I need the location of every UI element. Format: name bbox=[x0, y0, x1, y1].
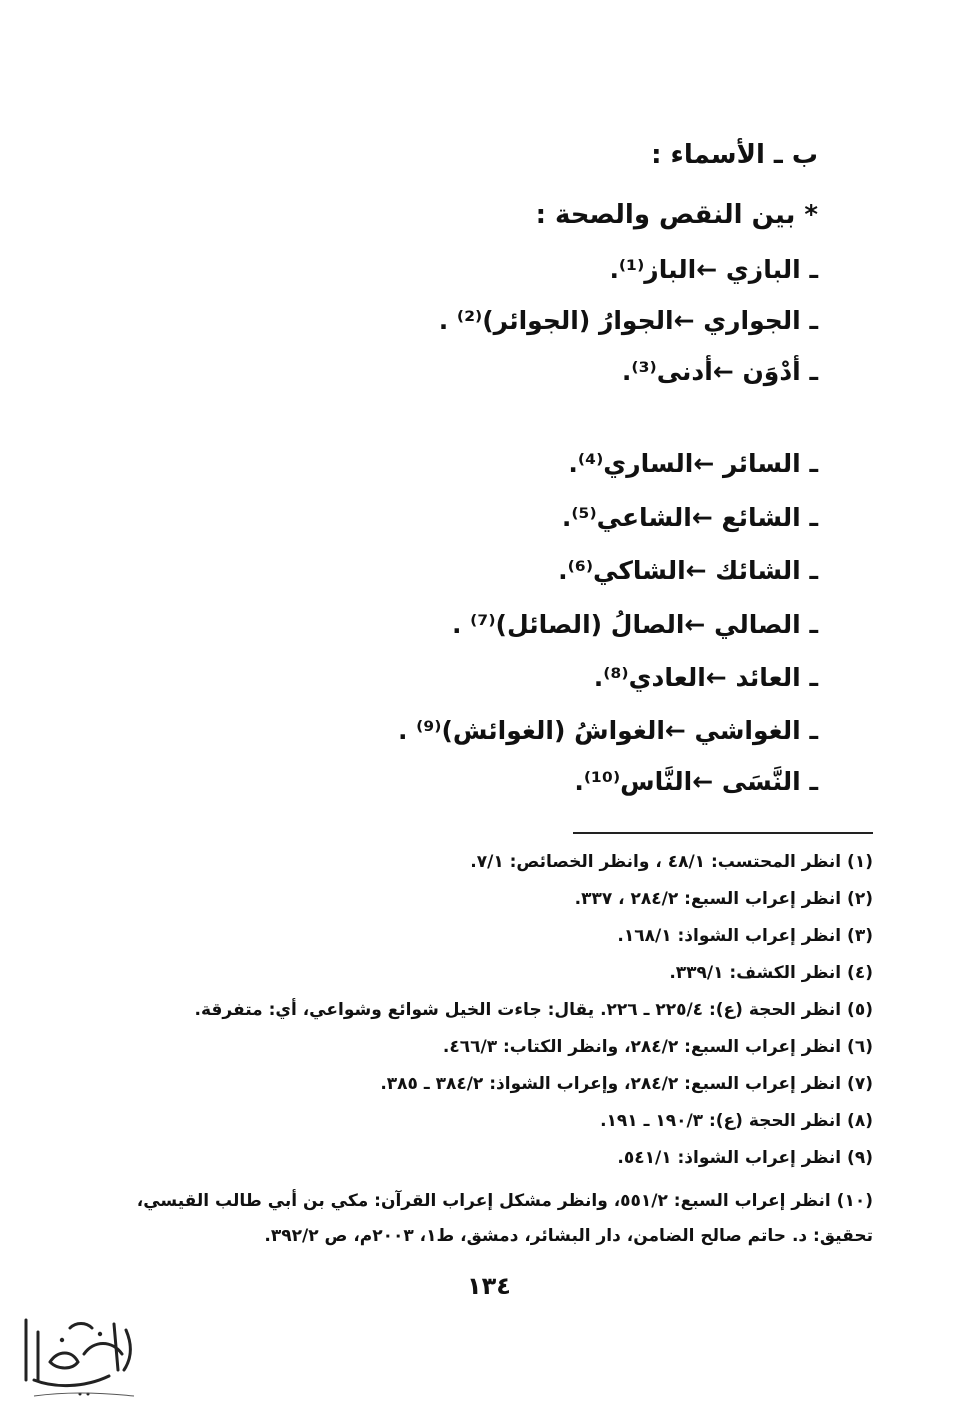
footnote-divider bbox=[573, 832, 873, 834]
footnote: (٦) انظر إعراب السبع: ٢٨٤/٢، وانظر الكتاب: ٤٦٦/٣. bbox=[442, 1037, 873, 1057]
footnote: (١) انظر المحتسب: ٤٨/١ ، وانظر الخصائص: ٧/١. bbox=[470, 852, 873, 872]
footnote: (٧) انظر إعراب السبع: ٢٨٤/٢، وإعراب الشواذ: ٣٨٤/٢ ـ ٣٨٥. bbox=[380, 1074, 873, 1094]
footnote: (٩) انظر إعراب الشواذ: ٥٤١/١. bbox=[617, 1148, 873, 1168]
list-item: ـ النَّسَى ←النَّاس⁽¹⁰⁾. bbox=[574, 767, 818, 796]
list-item: ـ البازي ←الباز⁽¹⁾. bbox=[609, 255, 818, 284]
section-b-title: ب ـ الأسماء : bbox=[651, 140, 818, 170]
list-item: ـ الشائك ←الشاكي⁽⁶⁾. bbox=[558, 556, 818, 585]
footnote: (٥) انظر الحجة (ع): ٢٢٥/٤ ـ ٢٢٦. يقال: جاءت الخيل شوائع وشواعي، أي: متفرقة. bbox=[194, 1000, 873, 1020]
footnote: (٢) انظر إعراب السبع: ٢٨٤/٢ ، ٣٣٧. bbox=[574, 889, 873, 909]
calligraphy-stamp-logo bbox=[14, 1310, 144, 1402]
list-item: ـ الغواشي ←الغواشُ (الغوائش)⁽⁹⁾ . bbox=[397, 716, 818, 745]
list-item: ـ الصالي ←الصالُ (الصائل)⁽⁷⁾ . bbox=[451, 610, 818, 639]
list-item: ـ الشائع ←الشاعي⁽⁵⁾. bbox=[561, 503, 818, 532]
footnote: (٨) انظر الحجة (ع): ١٩٠/٣ ـ ١٩١. bbox=[600, 1111, 873, 1131]
footnote: (٣) انظر إعراب الشواذ: ١٦٨/١. bbox=[617, 926, 873, 946]
footnote: (١٠) انظر إعراب السبع: ٥٥١/٢، وانظر مشكل إعراب القرآن: مكي بن أبي طالب القيسي، تحقيق: د. حاتم صالح الضامن، دار البشائر، دمشق، ط١، ٢٠٠٣م، ص ٣٩٢/٢. bbox=[136, 1191, 873, 1246]
footnote: (٤) انظر الكشف: ٣٣٩/١. bbox=[669, 963, 873, 983]
list-item: ـ العائد ←العادي⁽⁸⁾. bbox=[593, 663, 818, 692]
list-item: ـ الجواري ←الجوارُ (الجوائر)⁽²⁾ . bbox=[438, 306, 818, 335]
list-item: ـ أدْوَن ←أدنى⁽³⁾. bbox=[621, 357, 818, 386]
list-item: ـ السائر ←الساري⁽⁴⁾. bbox=[568, 449, 818, 478]
page-number: ١٣٤ bbox=[467, 1272, 511, 1300]
subsection-title: * بين النقص والصحة : bbox=[535, 200, 818, 230]
